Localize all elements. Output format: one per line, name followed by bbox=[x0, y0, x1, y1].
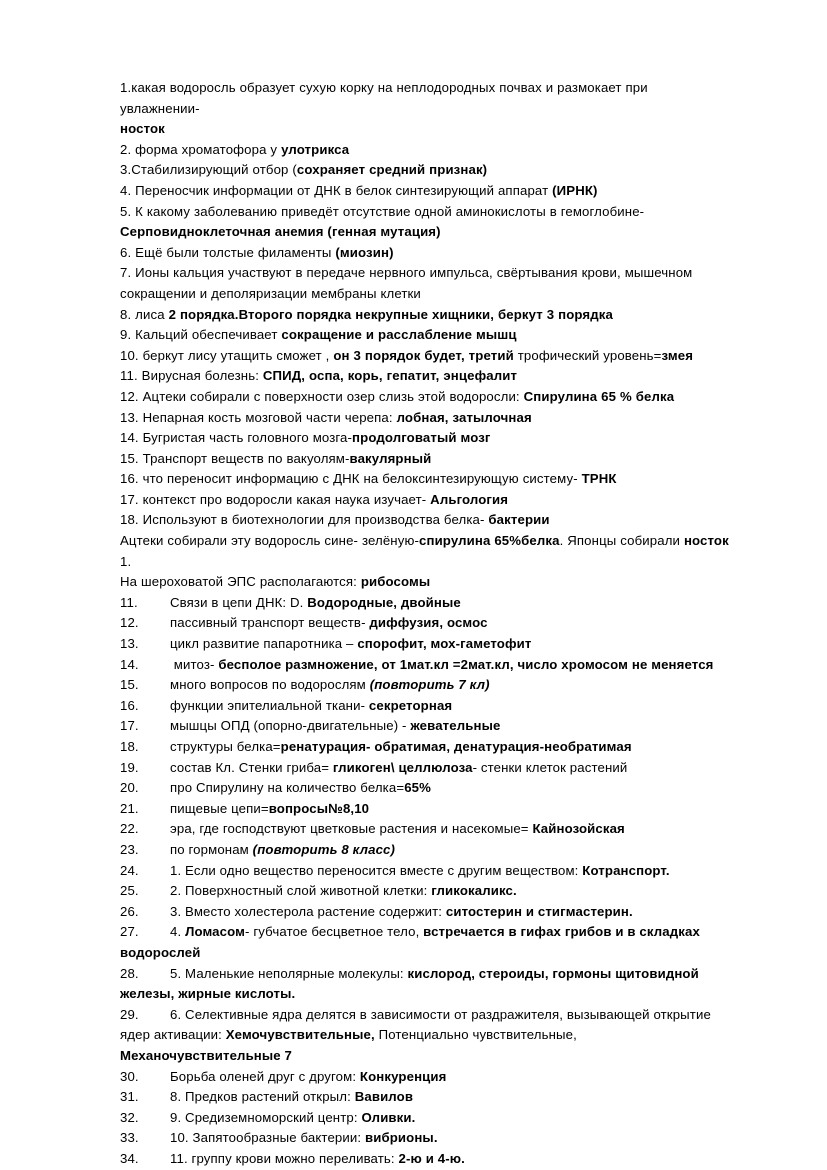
list-item bbox=[120, 799, 729, 820]
list-item-number: 14. bbox=[120, 656, 139, 672]
list-item bbox=[120, 1005, 729, 1067]
text-run: 16. что переносит информацию с ДНК на белоксинтезирующую систему- bbox=[120, 471, 582, 487]
list-item bbox=[120, 655, 729, 676]
text-run: 13. Непарная кость мозговой части черепа: bbox=[120, 409, 397, 425]
list-item-number: 32. bbox=[120, 1109, 139, 1125]
text-run: Ломасом bbox=[185, 924, 246, 940]
list-item bbox=[120, 819, 729, 840]
text-run: ситостерин и стигмастерин. bbox=[445, 903, 633, 919]
paragraph bbox=[120, 243, 729, 264]
paragraph bbox=[120, 449, 729, 470]
text-run: змея bbox=[661, 347, 694, 363]
text-run: 7. Ионы кальция участвуют в передаче нервного импульса, свёртывания крови, мышечном сокращении и деполяризации мембраны клетки bbox=[120, 265, 693, 301]
list-item bbox=[120, 881, 729, 902]
text-run: 2 порядка.Второго порядка некрупные хищники, беркут 3 порядка bbox=[168, 306, 613, 322]
list-item-number: 23. bbox=[120, 841, 139, 857]
text-run: 12. Ацтеки собирали с поверхности озер слизь этой водоросли: bbox=[120, 388, 524, 404]
text-run: вопросы№8,10 bbox=[268, 800, 370, 816]
text-run: 11. группу крови можно переливать: bbox=[170, 1150, 399, 1166]
text-run: 8. лиса bbox=[120, 306, 169, 322]
text-run: Серповидноклеточная анемия (генная мутация) bbox=[120, 224, 441, 240]
text-run: 5. К какому заболеванию приведёт отсутствие одной аминокислоты в гемоглобине- bbox=[120, 203, 645, 219]
list-item-number: 22. bbox=[120, 821, 139, 837]
paragraph bbox=[120, 510, 729, 531]
text-run: пассивный транспорт веществ- bbox=[170, 615, 370, 631]
paragraph bbox=[120, 572, 729, 593]
text-run: На шероховатой ЭПС располагаются: bbox=[120, 574, 361, 590]
text-run: Ацтеки собирали эту водоросль сине- зелёную- bbox=[120, 533, 419, 549]
text-run: 2-ю и 4-ю. bbox=[398, 1150, 465, 1166]
paragraph-block bbox=[120, 78, 729, 593]
list-item bbox=[120, 593, 729, 614]
paragraph bbox=[120, 305, 729, 326]
text-run: бесполое размножение, от 1мат.кл =2мат.кл, число хромосом не меняется bbox=[218, 656, 714, 672]
paragraph bbox=[120, 408, 729, 429]
text-run: Вавилов bbox=[354, 1089, 414, 1105]
numbered-list-block bbox=[120, 593, 729, 1170]
list-item bbox=[120, 1149, 729, 1170]
text-run: 11. Вирусная болезнь: bbox=[120, 368, 263, 384]
text-run: 8. Предков растений открыл: bbox=[170, 1089, 355, 1105]
list-item-text bbox=[170, 904, 633, 919]
text-run: много вопросов по водорослям bbox=[170, 677, 370, 693]
paragraph bbox=[120, 490, 729, 511]
text-run: Связи в цепи ДНК: D. bbox=[170, 594, 308, 610]
text-run: бактерии bbox=[488, 512, 550, 528]
text-run: 10. Запятообразные бактерии: bbox=[170, 1130, 365, 1146]
paragraph bbox=[120, 181, 729, 202]
list-item bbox=[120, 758, 729, 779]
list-item-number: 12. bbox=[120, 615, 139, 631]
list-item-number: 16. bbox=[120, 697, 139, 713]
text-run: трофический уровень= bbox=[513, 347, 662, 363]
list-item-number: 21. bbox=[120, 800, 139, 816]
list-item bbox=[120, 634, 729, 655]
list-item bbox=[120, 964, 729, 1005]
text-run: митоз- bbox=[170, 656, 219, 672]
text-run: он 3 порядок будет, третий bbox=[333, 347, 514, 363]
list-item-number: 34. bbox=[120, 1150, 139, 1166]
text-run: спирулина 65%белка bbox=[419, 533, 560, 549]
paragraph bbox=[120, 387, 729, 408]
text-run: состав Кл. Стенки гриба= bbox=[170, 759, 333, 775]
list-item-number: 33. bbox=[120, 1130, 139, 1146]
list-item-number: 24. bbox=[120, 862, 139, 878]
text-run: . Японцы собирали bbox=[559, 533, 684, 549]
text-run: 3. Вместо холестерола растение содержит: bbox=[170, 903, 446, 919]
list-item bbox=[120, 675, 729, 696]
paragraph bbox=[120, 263, 729, 304]
text-run: пищевые цепи= bbox=[170, 800, 269, 816]
text-run: 17. контекст про водоросли какая наука изучает- bbox=[120, 491, 431, 507]
text-run: диффузия, осмос bbox=[369, 615, 488, 631]
text-run: Водородные, двойные bbox=[307, 594, 461, 610]
list-item bbox=[120, 613, 729, 634]
text-run: продолговатый мозг bbox=[352, 430, 491, 446]
list-item bbox=[120, 737, 729, 758]
list-item-text bbox=[120, 1007, 711, 1063]
text-run: про Спирулину на количество белка= bbox=[170, 780, 405, 796]
text-run: 5. Маленькие неполярные молекулы: bbox=[170, 965, 408, 981]
text-run: 1. Если одно вещество переносится вместе с другим веществом: bbox=[170, 862, 583, 878]
text-run: встречается в гифах грибов и в складках водорослей bbox=[120, 924, 700, 960]
text-run: СПИД, оспа, корь, гепатит, энцефалит bbox=[262, 368, 518, 384]
list-item bbox=[120, 778, 729, 799]
text-run: 1. bbox=[120, 553, 132, 569]
list-item bbox=[120, 716, 729, 737]
list-item-number: 27. bbox=[120, 924, 139, 940]
list-item-text bbox=[170, 801, 369, 816]
list-item-number: 13. bbox=[120, 636, 139, 652]
list-item bbox=[120, 861, 729, 882]
text-run: 9. Кальций обеспечивает bbox=[120, 327, 282, 343]
text-run: Спирулина 65 % белка bbox=[523, 388, 675, 404]
list-item-text bbox=[170, 718, 500, 733]
text-run: 2. форма хроматофора у bbox=[120, 141, 282, 157]
text-run: Котранспорт. bbox=[582, 862, 670, 878]
list-item-text bbox=[170, 595, 461, 610]
list-item-text bbox=[170, 1130, 438, 1145]
list-item bbox=[120, 1087, 729, 1108]
paragraph bbox=[120, 428, 729, 449]
list-item bbox=[120, 1067, 729, 1088]
text-run: (миозин) bbox=[335, 244, 394, 260]
paragraph bbox=[120, 366, 729, 387]
list-item-text bbox=[170, 842, 395, 857]
list-item-number: 18. bbox=[120, 739, 139, 754]
text-run: 65% bbox=[404, 780, 431, 796]
list-item-text bbox=[170, 1069, 446, 1084]
text-run: Хемочувствительные, bbox=[225, 1027, 375, 1043]
list-item-text bbox=[120, 924, 700, 960]
list-item-text bbox=[170, 677, 490, 692]
text-run: вибрионы. bbox=[364, 1130, 438, 1146]
text-run: 4. Переносчик информации от ДНК в белок синтезирующий аппарат bbox=[120, 182, 553, 198]
text-run: структуры белка= bbox=[170, 739, 281, 754]
text-run: 14. Бугристая часть головного мозга- bbox=[120, 430, 353, 446]
text-run: улотрикса bbox=[281, 141, 350, 157]
text-run: рибосомы bbox=[360, 574, 431, 590]
paragraph bbox=[120, 78, 729, 140]
paragraph bbox=[120, 469, 729, 490]
text-run: 6. Ещё были толстые филаменты bbox=[120, 244, 336, 260]
text-run: лобная, затылочная bbox=[396, 409, 532, 425]
text-run: вакулярный bbox=[349, 450, 432, 466]
list-item-text bbox=[120, 966, 699, 1002]
text-run: ТРНК bbox=[581, 471, 617, 487]
list-item-text bbox=[170, 698, 452, 713]
text-run: - губчатое бесцветное тело, bbox=[245, 924, 424, 940]
list-item-number: 15. bbox=[120, 677, 139, 693]
text-run: 9. Средиземноморский центр: bbox=[170, 1109, 362, 1125]
text-run: кислород, стероиды, гормоны щитовидной железы, жирные кислоты. bbox=[120, 965, 699, 1002]
text-run: 4. bbox=[170, 924, 186, 940]
list-item bbox=[120, 1108, 729, 1129]
list-item-number: 17. bbox=[120, 718, 139, 734]
text-run: 15. Транспорт веществ по вакуолям- bbox=[120, 450, 350, 466]
text-run: 1.какая водоросль образует сухую корку на неплодородных почвах и размокает при увлажнении- bbox=[120, 80, 648, 116]
text-run: цикл развитие папаротника – bbox=[170, 636, 358, 652]
text-run: (повторить 8 класс) bbox=[252, 841, 396, 857]
text-run: (ИРНК) bbox=[552, 182, 598, 198]
list-item-number: 19. bbox=[120, 759, 139, 775]
text-run: мышцы ОПД (опорно-двигательные) - bbox=[170, 718, 411, 734]
text-run: - стенки клеток растений bbox=[472, 759, 628, 775]
text-run: сокращение и расслабление мышц bbox=[281, 327, 517, 343]
text-run: эра, где господствуют цветковые растения и насекомые= bbox=[170, 821, 533, 837]
list-item-number: 20. bbox=[120, 780, 139, 796]
list-item bbox=[120, 922, 729, 963]
list-item-number: 29. bbox=[120, 1006, 139, 1022]
text-run: Механочувствительные 7 bbox=[120, 1047, 293, 1063]
text-run: Конкуренция bbox=[359, 1068, 447, 1084]
paragraph bbox=[120, 160, 729, 181]
list-item-text bbox=[170, 780, 431, 795]
text-run: 3.Стабилизирующий отбор ( bbox=[120, 162, 297, 178]
text-run: Борьба оленей друг с другом: bbox=[170, 1068, 360, 1084]
paragraph bbox=[120, 325, 729, 346]
list-item-number: 28. bbox=[120, 965, 139, 981]
text-run: Кайнозойская bbox=[532, 821, 625, 837]
text-run: по гормонам bbox=[170, 841, 253, 857]
text-run: носток bbox=[683, 533, 729, 549]
text-run: (повторить 7 кл) bbox=[369, 677, 490, 693]
text-run: ренатурация- обратимая, денатурация-необратимая bbox=[280, 739, 632, 754]
list-item bbox=[120, 696, 729, 717]
text-run: секреторная bbox=[368, 697, 453, 713]
text-run: 18. Используют в биотехнологии для производства белка- bbox=[120, 512, 489, 528]
list-item-text bbox=[170, 1110, 415, 1125]
text-run: спорофит, мох-гаметофит bbox=[357, 636, 532, 652]
text-run: 6. Селективные ядра делятся в зависимости от раздражителя, вызывающей открытие ядер активации: bbox=[120, 1006, 711, 1043]
list-item-text bbox=[170, 883, 517, 898]
text-run: Потенциально чувствительные, bbox=[374, 1027, 577, 1043]
text-run: Оливки. bbox=[361, 1109, 416, 1125]
list-item-text bbox=[170, 760, 627, 775]
text-run: 2. Поверхностный слой животной клетки: bbox=[170, 883, 432, 899]
paragraph bbox=[120, 531, 729, 572]
text-run: носток bbox=[120, 121, 165, 137]
text-run: 10. беркут лису утащить сможет , bbox=[120, 347, 334, 363]
list-item-number: 26. bbox=[120, 903, 139, 919]
text-run: жевательные bbox=[410, 718, 501, 734]
list-item-text bbox=[170, 1151, 465, 1166]
paragraph bbox=[120, 140, 729, 161]
list-item-text bbox=[170, 821, 625, 836]
list-item-text bbox=[170, 863, 670, 878]
list-item-text bbox=[170, 1089, 413, 1104]
paragraph bbox=[120, 202, 729, 243]
list-item-text bbox=[170, 739, 632, 754]
list-item bbox=[120, 840, 729, 861]
text-run: сохраняет средний признак) bbox=[296, 162, 488, 178]
list-item-text bbox=[170, 636, 531, 651]
list-item-number: 11. bbox=[120, 594, 138, 610]
text-run: гликоген\ целлюлоза bbox=[332, 759, 473, 775]
text-run: функции эпителиальной ткани- bbox=[170, 697, 369, 713]
text-run: Альгология bbox=[430, 491, 509, 507]
list-item-number: 30. bbox=[120, 1068, 139, 1084]
list-item-text bbox=[170, 615, 488, 630]
paragraph bbox=[120, 346, 729, 367]
list-item bbox=[120, 902, 729, 923]
list-item bbox=[120, 1128, 729, 1149]
list-item-text bbox=[170, 657, 713, 672]
list-item-number: 31. bbox=[120, 1089, 139, 1105]
list-item-number: 25. bbox=[120, 883, 139, 899]
text-run: гликокаликс. bbox=[431, 883, 517, 899]
